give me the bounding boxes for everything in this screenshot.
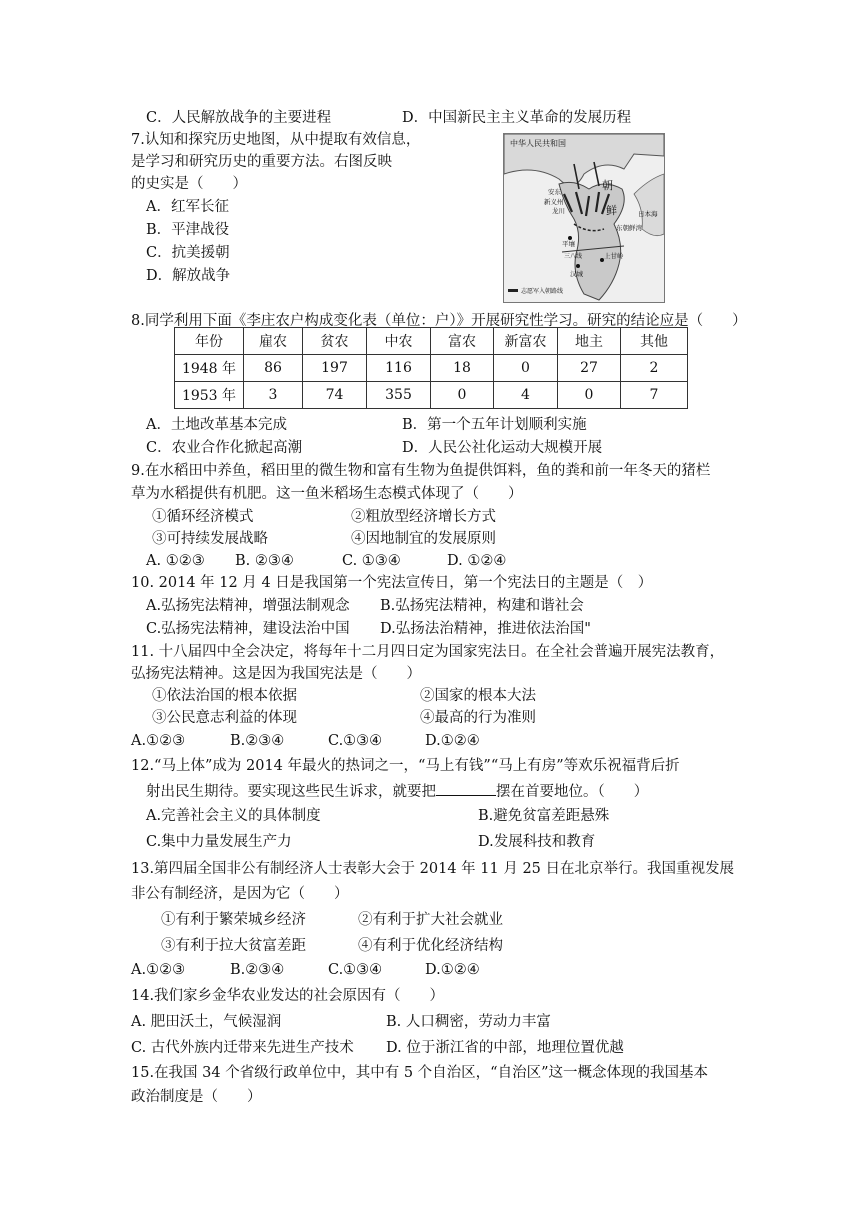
q11-item-2: ②国家的根本大法 — [420, 688, 536, 704]
q13-option-d: D.①②④ — [425, 962, 480, 978]
q9-option-d: D. ①②④ — [447, 553, 507, 569]
table-cell: 2 — [621, 355, 688, 382]
q10-option-d: D.弘扬法治精神，推进依法治国" — [380, 621, 591, 637]
table-cell: 27 — [558, 355, 621, 382]
q7-stem-line1: 7.认知和探究历史地图，从中提取有效信息， — [131, 132, 421, 148]
q9-item-4: ④因地制宜的发展原则 — [351, 531, 496, 547]
q11-item-1: ①依法治国的根本依据 — [152, 688, 297, 704]
q11-stem-line2: 弘扬宪法精神。这是因为我国宪法是（ ） — [131, 666, 421, 682]
q8-table — [174, 327, 688, 409]
q7-option-b: B．平津战役 — [146, 222, 230, 238]
q12-stem-part1: 射出民生期待。要实现这些民生诉求，就要把 — [146, 784, 436, 800]
table-cell: 新富农 — [494, 328, 558, 355]
q15-stem-line1: 15.在我国 34 个省级行政单位中，其中有 5 个自治区，“自治区”这一概念体现的我国基本 — [131, 1065, 708, 1081]
table-header-row — [175, 328, 688, 355]
q13-option-c: C.①③④ — [328, 962, 383, 978]
map-label-chao: 朝 — [602, 179, 613, 192]
table-cell: 4 — [494, 382, 558, 409]
map-label-seoul: 汉城 — [570, 270, 583, 278]
q10-option-c: C.弘扬宪法精神，建设法治中国 — [146, 621, 350, 637]
table-cell: 7 — [621, 382, 688, 409]
table-cell: 355 — [367, 382, 431, 409]
map-label-ryongchon: 龙川 — [552, 207, 565, 215]
q13-option-b: B.②③④ — [230, 962, 285, 978]
map-label-sinuiju: 新义州 — [544, 198, 564, 206]
map-label-shangganling: 上甘岭 — [604, 252, 624, 260]
q11-item-3: ③公民意志利益的体现 — [152, 710, 297, 726]
q7-option-d: D．解放战争 — [146, 268, 231, 284]
q14-option-d: D. 位于浙江省的中部，地理位置优越 — [386, 1040, 624, 1056]
table-cell: 0 — [431, 382, 494, 409]
table-cell: 其他 — [621, 328, 688, 355]
q14-stem: 14.我们家乡金华农业发达的社会原因有（ ） — [131, 988, 445, 1004]
table-cell: 1953 年 — [175, 382, 244, 409]
q6-option-d: D．中国新民主主义革命的发展历程 — [402, 110, 632, 126]
q13-option-a: A.①②③ — [131, 962, 186, 978]
q13-item-3: ③有利于拉大贫富差距 — [161, 938, 306, 954]
table-cell: 富农 — [431, 328, 494, 355]
q11-stem-line1: 11. 十八届四中全会决定，将每年十二月四日定为国家宪法日。在全社会普遍开展宪法教育， — [131, 644, 725, 660]
korea-war-map — [503, 133, 665, 303]
q12-stem-part2: 摆在首要地位。（ ） — [496, 784, 649, 800]
q14-option-c: C. 古代外族内迁带来先进生产技术 — [131, 1040, 354, 1056]
q9-stem-line2: 草为水稻提供有机肥。这一鱼米稻场生态模式体现了（ ） — [131, 486, 523, 502]
q8-stem: 8.同学利用下面《李庄农户构成变化表（单位：户）》开展研究性学习。研究的结论应是（ ） — [131, 313, 747, 329]
q12-option-c: C.集中力量发展生产力 — [146, 834, 292, 850]
table-cell: 0 — [558, 382, 621, 409]
table-cell: 74 — [303, 382, 367, 409]
q9-item-1: ①循环经济模式 — [152, 509, 254, 525]
map-label-bay: 东朝鲜湾 — [616, 224, 642, 232]
q6-option-c: C．人民解放战争的主要进程 — [146, 110, 332, 126]
map-legend: 志愿军入朝路线 — [521, 288, 564, 295]
map-label-sea-of-japan: 日本海 — [638, 210, 658, 218]
q9-option-b: B. ②③④ — [235, 553, 294, 569]
q11-option-a: A.①②③ — [131, 733, 186, 749]
map-label-pyongyang: 平壤 — [562, 240, 575, 248]
q7-stem-line3: 的史实是（ ） — [131, 176, 247, 192]
q9-item-2: ②粗放型经济增长方式 — [351, 509, 496, 525]
q8-option-b: B．第一个五年计划顺利实施 — [402, 417, 587, 433]
q10-option-b: B.弘扬宪法精神，构建和谐社会 — [380, 598, 584, 614]
table-cell: 18 — [431, 355, 494, 382]
table-cell: 年份 — [175, 328, 244, 355]
q11-option-d: D.①②④ — [425, 733, 480, 749]
q9-item-3: ③可持续发展战略 — [152, 531, 268, 547]
table-cell: 地主 — [558, 328, 621, 355]
table-cell: 雇农 — [244, 328, 303, 355]
q12-stem-line2 — [146, 781, 648, 802]
q9-option-a: A. ①②③ — [146, 553, 205, 569]
table-cell: 0 — [494, 355, 558, 382]
q9-stem-line1: 9.在水稻田中养鱼，稻田里的微生物和富有生物为鱼提供饵料，鱼的粪和前一年冬天的猪栏 — [131, 463, 711, 479]
map-graphic — [504, 134, 664, 302]
q11-item-4: ④最高的行为准则 — [420, 710, 536, 726]
table-cell: 86 — [244, 355, 303, 382]
table-cell: 中农 — [367, 328, 431, 355]
table-cell: 1948 年 — [175, 355, 244, 382]
map-label-andong: 安东 — [548, 188, 561, 196]
table-cell: 贫农 — [303, 328, 367, 355]
q13-stem-line1: 13.第四届全国非公有制经济人士表彰大会于 2014 年 11 月 25 日在北京举行。我国重视发展 — [131, 861, 735, 877]
table-row — [175, 355, 688, 382]
q10-stem: 10. 2014 年 12 月 4 日是我国第一个宪法宣传日，第一个宪法日的主题是（ ） — [131, 575, 653, 591]
table-row — [175, 382, 688, 409]
table-cell: 116 — [367, 355, 431, 382]
q13-item-2: ②有利于扩大社会就业 — [358, 912, 503, 928]
q7-option-a: A．红军长征 — [146, 199, 229, 215]
q13-stem-line2: 非公有制经济，是因为它（ ） — [131, 886, 349, 902]
q14-option-b: B. 人口稠密，劳动力丰富 — [386, 1014, 551, 1030]
q13-item-1: ①有利于繁荣城乡经济 — [161, 912, 306, 928]
answer-blank — [436, 781, 496, 796]
map-label-xian: 鲜 — [606, 204, 617, 217]
q15-stem-line2: 政治制度是（ ） — [131, 1089, 262, 1105]
q11-option-b: B.②③④ — [230, 733, 285, 749]
map-label-38th: 三八线 — [564, 253, 583, 260]
q9-option-c: C. ①③④ — [342, 553, 401, 569]
table-cell: 3 — [244, 382, 303, 409]
q10-option-a: A.弘扬宪法精神，增强法制观念 — [146, 598, 350, 614]
q8-option-d: D．人民公社化运动大规模开展 — [402, 440, 603, 456]
q12-option-d: D.发展科技和教育 — [478, 834, 596, 850]
q14-option-a: A. 肥田沃土，气候湿润 — [131, 1014, 282, 1030]
q8-option-a: A．土地改革基本完成 — [146, 417, 287, 433]
table-cell: 197 — [303, 355, 367, 382]
q8-option-c: C．农业合作化掀起高潮 — [146, 440, 303, 456]
map-title: 中华人民共和国 — [510, 139, 566, 148]
q11-option-c: C.①③④ — [328, 733, 383, 749]
q12-stem-line1: 12.“马上体”成为 2014 年最火的热词之一，“马上有钱”“马上有房”等欢乐祝福背后折 — [131, 758, 680, 774]
q13-item-4: ④有利于优化经济结构 — [358, 938, 503, 954]
q12-option-b: B.避免贫富差距悬殊 — [478, 808, 610, 824]
q12-option-a: A.完善社会主义的具体制度 — [146, 808, 321, 824]
q7-option-c: C．抗美援朝 — [146, 245, 230, 261]
q7-stem-line2: 是学习和研究历史的重要方法。右图反映 — [131, 154, 392, 170]
